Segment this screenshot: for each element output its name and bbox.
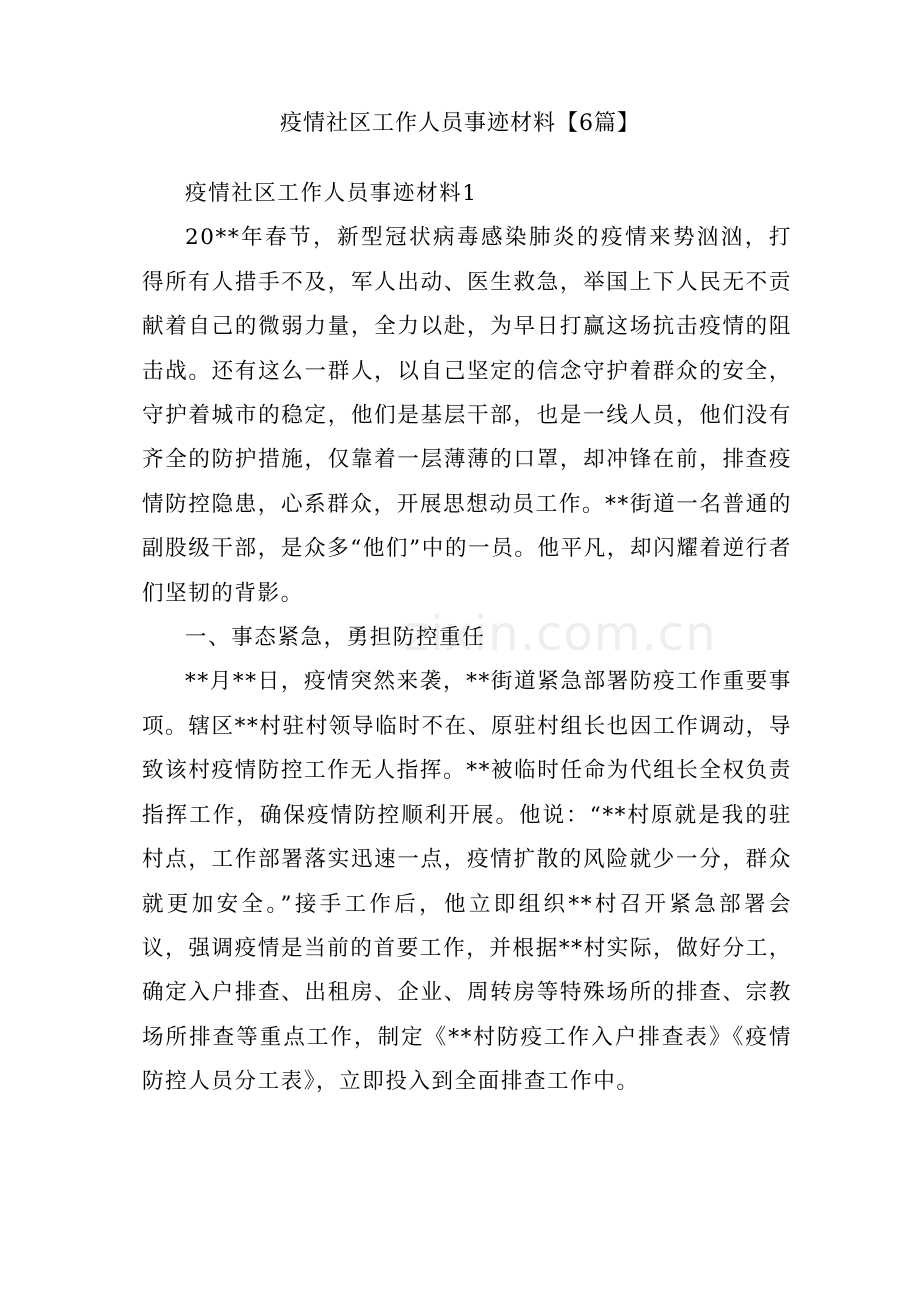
body-paragraph: 20**年春节，新型冠状病毒感染肺炎的疫情来势汹汹，打得所有人措手不及，军人出动、医生救急，举国上下人民无不贡献着自己的微弱力量，全力以赴，为早日打赢这场抗击疫情的阻击战。还有这么一群人，以自己坚定的信念守护着群众的安全，守护着城市的稳定，他们是基层干部，也是一线人员，他们没有齐全的防护措施，仅靠着一层薄薄的口罩，却冲锋在前，排查疫情防控隐患，心系群众，开展思想动员工作。**街道一名普通的副股级干部，是众多“他们”中的一员。他平凡，却闪耀着逆行者们坚韧的背影。 [142, 225, 792, 606]
section-heading: 一、事态紧急，勇担防控重任 [185, 625, 486, 651]
watermark: zixin.com.cn [404, 606, 717, 662]
section-subtitle: 疫情社区工作人员事迹材料1 [185, 181, 478, 206]
body-paragraph: **月**日，疫情突然来袭，**街道紧急部署防疫工作重要事项。辖区**村驻村领导临时不在、原驻村组长也因工作调动，导致该村疫情防控工作无人指挥。**被临时任命为代组长全权负责指挥工作，确保疫情防控顺利开展。他说：“**村原就是我的驻村点，工作部署落实迅速一点，疫情扩散的风险就少一分，群众就更加安全。”接手工作后，他立即组织**村召开紧急部署会议，强调疫情是当前的首要工作，并根据**村实际，做好分工，确定入户排查、出租房、企业、周转房等特殊场所的排查、宗教场所排查等重点工作，制定《**村防疫工作入户排查表》《疫情防控人员分工表》，立即投入到全面排查工作中。 [142, 669, 792, 1095]
document-title: 疫情社区工作人员事迹材料【6篇】 [280, 111, 640, 136]
document-body [142, 172, 792, 1105]
